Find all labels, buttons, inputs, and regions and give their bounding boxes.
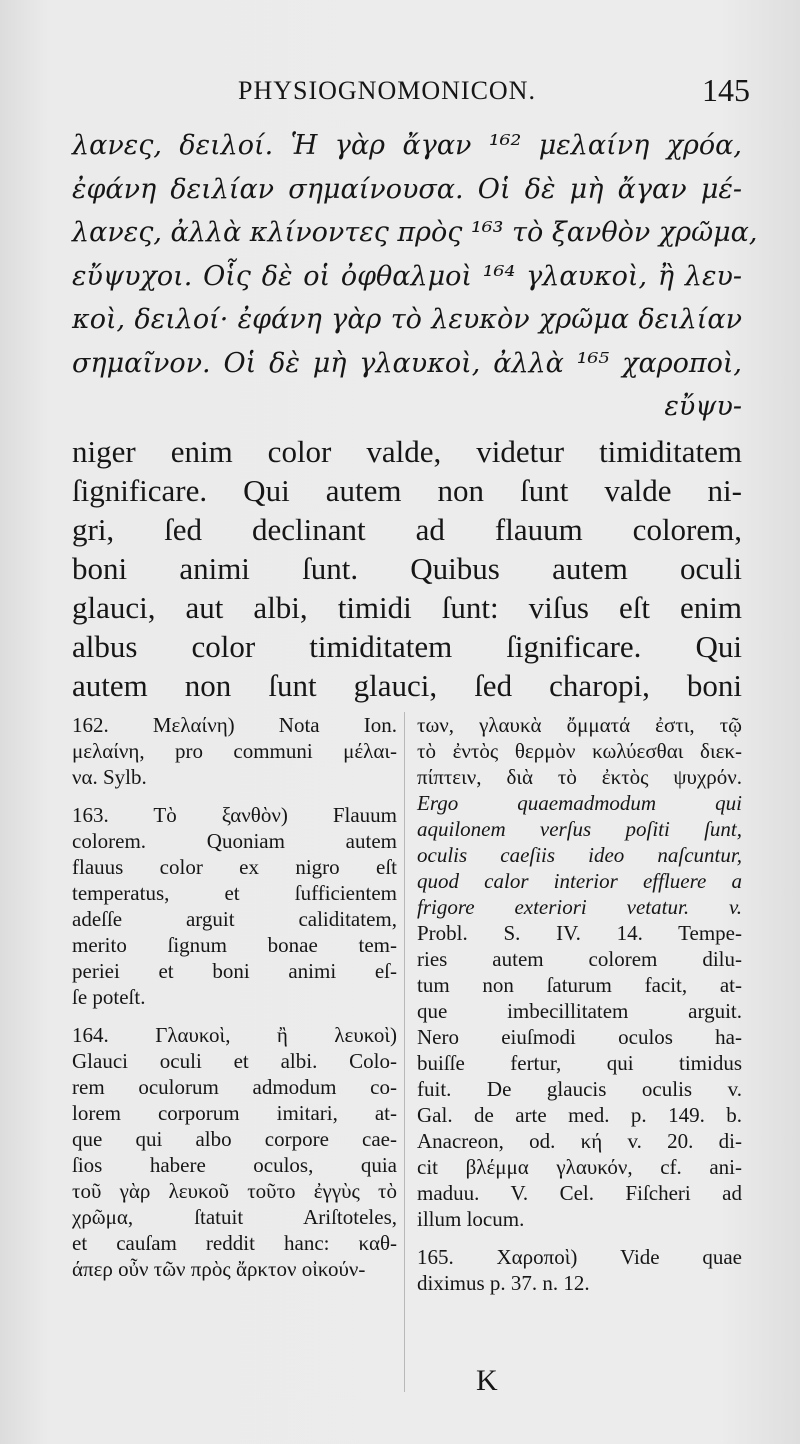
latin-line: boni animi ſunt. Quibus autem oculi: [72, 551, 742, 586]
footnotes-area: [72, 712, 747, 1402]
footnote-line: quod calor interior effluere a: [417, 869, 742, 893]
footnote-line: maduu. V. Cel. Fiſcheri ad: [417, 1181, 742, 1205]
footnote-line: 165. Χαροποὶ) Vide quae: [417, 1245, 742, 1269]
footnote-line: χρῶμα, ſtatuit Ariſtoteles,: [72, 1205, 397, 1229]
greek-line: σημαῖνον. Οἱ δὲ μὴ γλαυκοὶ, ἀλλὰ ¹⁶⁵ χαροποὶ,: [72, 347, 742, 379]
footnote-line: periei et boni animi eſ-: [72, 959, 397, 983]
signature-mark: K: [476, 1364, 498, 1397]
footnote-line: Nero eiuſmodi oculos ha-: [417, 1025, 742, 1049]
greek-line: εὔψυχοι. Οἷς δὲ οἱ ὀφθαλμοὶ ¹⁶⁴ γλαυκοὶ, ἢ λευ-: [72, 260, 742, 292]
footnote-line: flauus color ex nigro eſt: [72, 855, 397, 879]
footnote-line: 163. Τὸ ξανθὸν) Flauum: [72, 803, 397, 827]
footnote-line: ſios habere oculos, quia: [72, 1153, 397, 1177]
note-spacer: [72, 1010, 397, 1022]
latin-line: ſignificare. Qui autem non ſunt valde ni-: [72, 473, 742, 508]
greek-line: κοὶ, δειλοί· ἐφάνη γὰρ τὸ λευκὸν χρῶμα δειλίαν: [72, 304, 742, 335]
footnote-line: adeſſe arguit caliditatem,: [72, 907, 397, 931]
footnote-line: tum non ſaturum facit, at-: [417, 973, 742, 997]
running-title: PHYSIOGNOMONICON.: [238, 76, 536, 105]
page-number: 145: [702, 72, 750, 108]
latin-line: niger enim color valde, videtur timiditatem: [72, 434, 742, 469]
latin-line: albus color timiditatem ſignificare. Qui: [72, 629, 742, 664]
footnote-line: illum locum.: [417, 1207, 525, 1231]
footnote-line: aquilonem verſus poſiti ſunt,: [417, 817, 742, 841]
footnote-line: et cauſam reddit hanc: καθ-: [72, 1231, 397, 1255]
greek-line: λανες, δειλοί. Ἡ γὰρ ἄγαν ¹⁶² μελαίνη χρόα,: [72, 130, 742, 161]
footnote-line: πίπτειν, διὰ τὸ ἐκτὸς ψυχρόν.: [417, 765, 742, 789]
note-spacer: [72, 790, 397, 802]
footnote-line: lorem corporum imitari, at-: [72, 1101, 397, 1125]
footnote-line: cit βλέμμα γλαυκόν, cf. ani-: [417, 1155, 742, 1179]
greek-catchword-line: εὔψυ-: [664, 391, 742, 422]
page-header: [60, 72, 750, 112]
footnote-line: Probl. S. IV. 14. Tempe-: [417, 921, 742, 945]
footnote-line: ries autem colorem dilu-: [417, 947, 742, 971]
footnote-line: Ergo quaemadmodum qui: [417, 791, 742, 815]
footnote-line: oculis caeſiis ideo naſcuntur,: [417, 843, 742, 867]
footnote-line: να. Sylb.: [72, 765, 147, 789]
latin-translation-block: [72, 432, 742, 705]
latin-line: gri, ſed declinant ad flauum colorem,: [72, 512, 742, 547]
latin-line: autem non ſunt glauci, ſed charopi, boni: [72, 668, 742, 703]
footnote-line: frigore exteriori vetatur. v.: [417, 895, 742, 919]
footnote-line: diximus p. 37. n. 12.: [417, 1271, 590, 1295]
latin-line: glauci, aut albi, timidi ſunt: viſus eſt enim: [72, 590, 742, 625]
footnote-line: Glauci oculi et albi. Colo-: [72, 1049, 397, 1073]
footnote-line: των, γλαυκὰ ὄμματά ἐστι, τῷ: [417, 713, 742, 737]
footnote-line: temperatus, et ſufficientem: [72, 881, 397, 905]
footnote-line: μελαίνη, pro communi μέλαι-: [72, 739, 397, 763]
footnote-line: Gal. de arte med. p. 149. b.: [417, 1103, 742, 1127]
column-divider: [404, 712, 405, 1392]
footnote-line: que qui albo corpore cae-: [72, 1127, 397, 1151]
footnotes-left-column: [72, 712, 397, 1282]
footnote-line: ſe poteſt.: [72, 985, 146, 1009]
footnote-line: Anacreon, od. κή v. 20. di-: [417, 1129, 742, 1153]
footnote-line: άπερ οὖν τῶν πρὸς ἄρκτον οἰκούν-: [72, 1257, 366, 1281]
greek-line: λανες, ἀλλὰ κλίνοντες πρὸς ¹⁶³ τὸ ξανθὸν χρῶμα,: [72, 217, 758, 248]
footnotes-right-column: [417, 712, 742, 1296]
footnote-line: que imbecillitatem arguit.: [417, 999, 742, 1023]
footnote-line: merito ſignum bonae tem-: [72, 933, 397, 957]
footnote-line: 164. Γλαυκοὶ, ἢ λευκοὶ): [72, 1023, 397, 1047]
footnote-line: τὸ ἐντὸς θερμὸν κωλύεσθαι διεκ-: [417, 739, 742, 763]
footnote-line: τοῦ γὰρ λευκοῦ τοῦτο ἐγγὺς τὸ: [72, 1179, 397, 1203]
note-spacer: [417, 1232, 742, 1244]
greek-text-block: [72, 124, 758, 429]
footnote-line: 162. Μελαίνη) Nota Ion.: [72, 713, 397, 737]
footnote-line: rem oculorum admodum co-: [72, 1075, 397, 1099]
greek-line: ἐφάνη δειλίαν σημαίνουσα. Οἱ δὲ μὴ ἄγαν μέ-: [72, 173, 742, 205]
footnote-line: fuit. De glaucis oculis v.: [417, 1077, 742, 1101]
footnote-line: buiſſe fertur, qui timidus: [417, 1051, 742, 1075]
footnote-line: colorem. Quoniam autem: [72, 829, 397, 853]
